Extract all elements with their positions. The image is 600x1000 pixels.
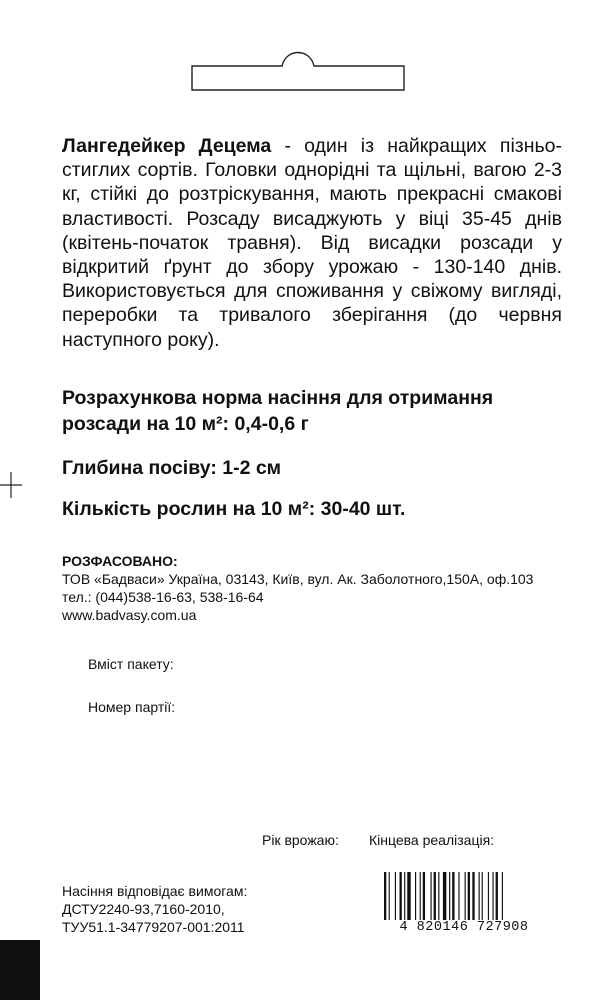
sowing-depth: Глибина посіву: 1-2 см bbox=[62, 457, 282, 479]
crop-mark bbox=[0, 470, 22, 500]
description-text: - один із найкращих пізньостиглих сортів. Головки однорідні та щільні, вагою 2-3 кг, стійкі до розтріскування, мають прекрасні смакові властивості. Розсаду висаджують у віці 35-45 днів (квітень-початок травня). Від висадки розсади у відкритий ґрунт до збору урожаю - 130-140 днів. Використовується для споживання у свіжому вигляді, переробки та тривалого зберігання (до червня наступного року). bbox=[62, 135, 562, 351]
packer-website: www.badvasy.com.ua bbox=[62, 607, 197, 623]
standards-line-2: ДСТУ2240-93,7160-2010, bbox=[62, 901, 225, 917]
packer-phone: тел.: (044)538-16-63, 538-16-64 bbox=[62, 589, 264, 605]
variety-name: Лангедейкер Децема bbox=[62, 135, 272, 157]
standards-info bbox=[62, 882, 247, 936]
packet-content-label: Вміст пакету: bbox=[88, 656, 174, 672]
packer-company: ТОВ «Бадваси» Україна, 03143, Київ, вул. Ак. Заболотного,150А, оф.103 bbox=[62, 571, 534, 587]
packer-title: РОЗФАСОВАНО: bbox=[62, 553, 178, 569]
harvest-year-label: Рік врожаю: bbox=[262, 832, 339, 848]
hang-hole-outline bbox=[190, 40, 406, 92]
variety-description bbox=[62, 134, 562, 352]
plant-count: Кількість рослин на 10 м²: 30-40 шт. bbox=[62, 498, 406, 520]
standards-line-3: ТУУ51.1-34779207-001:2011 bbox=[62, 919, 245, 935]
standards-line-1: Насіння відповідає вимогам: bbox=[62, 883, 248, 899]
packer-info bbox=[62, 552, 533, 624]
seed-rate: Розрахункова норма насіння для отримання розсади на 10 м²: 0,4-0,6 г bbox=[62, 387, 494, 435]
expiry-label: Кінцева реалізація: bbox=[369, 832, 495, 848]
batch-number-label: Номер партії: bbox=[88, 699, 176, 715]
corner-block bbox=[0, 940, 40, 1000]
barcode-digits: 4 820146 727908 bbox=[380, 920, 548, 936]
